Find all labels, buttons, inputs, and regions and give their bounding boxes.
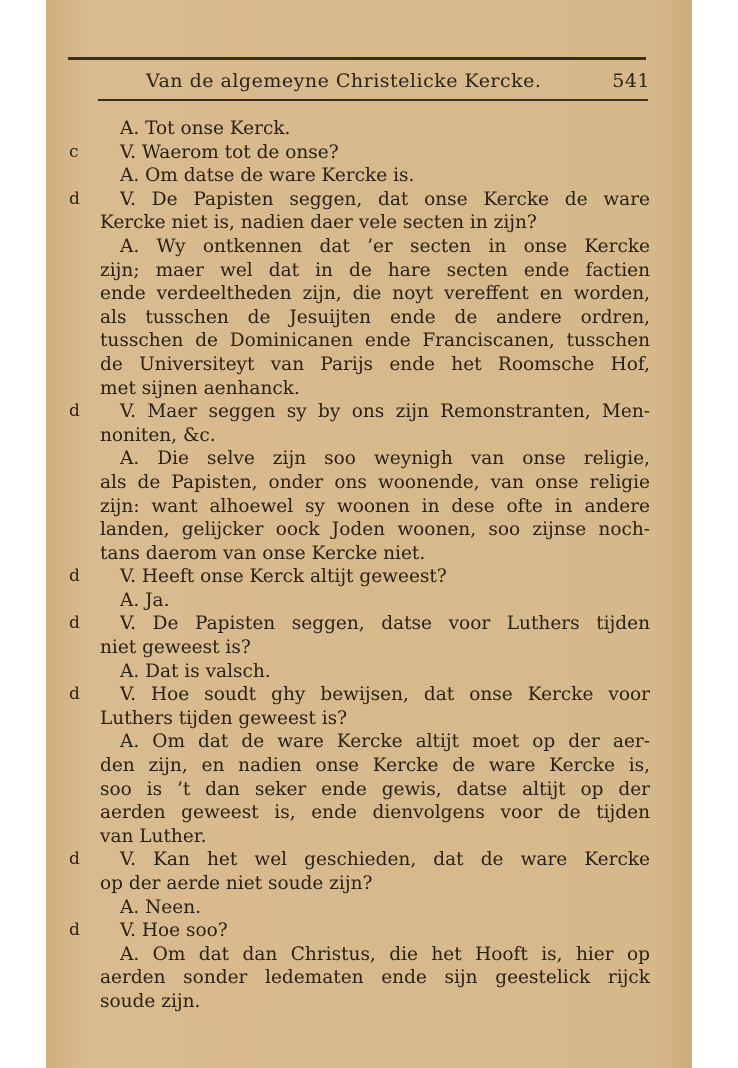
text-line: V. De Papisten seggen, datse voor Luthers tijden xyxy=(120,613,650,635)
running-title: Van de algemeyne Christelicke Kercke. xyxy=(146,70,542,92)
paragraph xyxy=(46,164,692,188)
text-line: V. Maer seggen sy by ons zijn Remonstranten, Men- xyxy=(120,401,650,423)
text-line: V. Hoe soudt ghy bewijsen, dat onse Kercke voor xyxy=(120,684,650,706)
text-line: A. Dat is valsch. xyxy=(120,660,271,682)
paragraph xyxy=(46,730,692,848)
header-rule xyxy=(98,99,648,101)
text-line: soude zijn. xyxy=(100,990,201,1012)
paragraph xyxy=(46,117,692,141)
text-line: zijn; maer wel dat in de hare secten ende factien xyxy=(100,259,650,281)
paragraph xyxy=(46,235,692,400)
paragraph xyxy=(46,683,692,730)
paragraph xyxy=(46,943,692,1014)
text-line: niet geweest is? xyxy=(100,637,251,659)
paragraph xyxy=(46,612,692,659)
paragraph xyxy=(46,141,692,165)
text-line: A. Om dat dan Christus, die het Hooft is, hier op xyxy=(120,943,650,965)
text-line: op der aerde niet soude zijn? xyxy=(100,873,373,894)
text-line: den zijn, en nadien onse Kercke de ware Kercke is, xyxy=(100,755,650,777)
margin-note: d xyxy=(69,920,80,941)
text-line: V. Hoe soo? xyxy=(120,920,228,942)
text-line: V. Kan het wel geschieden, dat de ware Kercke xyxy=(120,849,650,871)
text-line: noniten, &c. xyxy=(100,424,216,446)
margin-note: d xyxy=(69,849,80,870)
text-line: aerden sonder ledematen ende sijn geestelick rijck xyxy=(100,967,650,989)
paragraph xyxy=(46,589,692,613)
paragraph xyxy=(46,400,692,447)
page-number: 541 xyxy=(612,70,650,92)
text-line: als de Papisten, onder ons woonende, van onse religie xyxy=(100,471,650,493)
text-line: V. Heeft onse Kerck altijt geweest? xyxy=(120,566,447,588)
paragraph xyxy=(46,919,692,943)
text-line: met sijnen aenhanck. xyxy=(100,377,300,399)
book-page xyxy=(46,0,692,1068)
top-rule xyxy=(68,57,646,60)
text-line: tusschen de Dominicanen ende Franciscanen, tusschen xyxy=(100,330,650,352)
paragraph xyxy=(46,565,692,589)
text-line: landen, gelijcker oock Joden woonen, soo zijnse noch- xyxy=(100,519,650,541)
text-line: A. Wy ontkennen dat ’er secten in onse Kercke xyxy=(120,235,650,257)
paragraph xyxy=(46,447,692,565)
margin-note: d xyxy=(69,401,80,422)
margin-note: d xyxy=(69,188,80,209)
paragraph xyxy=(46,188,692,235)
text-line: V. Waerom tot de onse? xyxy=(120,141,339,163)
text-line: A. Neen. xyxy=(120,896,202,918)
paragraph xyxy=(46,848,692,895)
margin-note: d xyxy=(69,566,80,587)
paragraph xyxy=(46,660,692,684)
text-line: tans daerom van onse Kercke niet. xyxy=(100,542,426,564)
text-line: A. Om dat de ware Kercke altijt moet op der aer- xyxy=(120,731,650,753)
text-line: de Universiteyt van Parijs ende het Roomsche Hof, xyxy=(100,353,650,375)
text-line: soo is ’t dan seker ende gewis, datse altijt op der xyxy=(100,778,650,800)
text-line: aerden geweest is, ende dienvolgens voor de tijden xyxy=(100,802,650,824)
text-line: A. Om datse de ware Kercke is. xyxy=(120,165,415,187)
text-line: zijn: want alhoewel sy woonen in dese ofte in andere xyxy=(100,495,650,517)
text-line: ende verdeeltheden zijn, die noyt vereffent en worden, xyxy=(100,283,650,305)
text-line: V. De Papisten seggen, dat onse Kercke de ware xyxy=(120,188,650,210)
margin-note: d xyxy=(69,684,80,705)
margin-note: c xyxy=(69,141,79,162)
text-line: van Luther. xyxy=(100,825,207,847)
body-text xyxy=(46,117,692,1014)
text-line: Kercke niet is, nadien daer vele secten in zijn? xyxy=(100,212,537,234)
running-header xyxy=(146,70,652,94)
text-line: A. Die selve zijn soo weynigh van onse religie, xyxy=(120,448,650,470)
margin-note: d xyxy=(69,613,80,634)
text-line: als tusschen de Jesuijten ende de andere ordren, xyxy=(100,306,650,328)
text-line: A. Ja. xyxy=(120,589,170,611)
text-line: Luthers tijden geweest is? xyxy=(100,707,348,729)
paragraph xyxy=(46,896,692,920)
text-line: A. Tot onse Kerck. xyxy=(120,118,291,139)
